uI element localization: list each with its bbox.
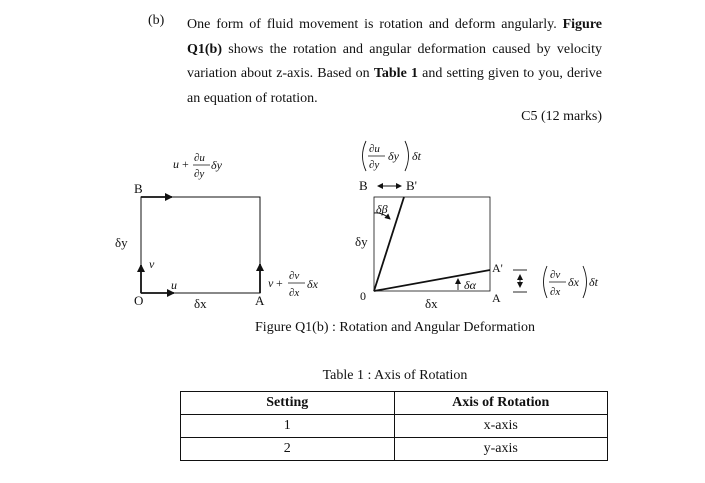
left-diagram [115,152,319,311]
question-part-label: (b) [148,13,165,28]
b-label: B [359,178,368,193]
origin-label: 0 [360,289,366,303]
top-velocity-num: ∂u [194,152,205,164]
fluid-element-rect [141,197,260,293]
right-term-left-paren [544,266,548,298]
v-velocity-label: v [149,257,155,271]
left-bottom-dx: δx [194,296,207,311]
alpha-label: δα [464,278,476,292]
question-text-3: and setting given to you, derive an equation of rotation. [187,66,602,106]
right-velocity-num: ∂v [289,270,300,282]
top-term-dy: δy [388,149,399,163]
right-term-dt: δt [589,275,598,289]
corner-b-label: B [134,181,143,196]
a-prime-label: A' [492,261,503,275]
right-side-dy: δy [355,234,368,249]
top-velocity-den: ∂y [194,168,205,180]
right-term-dx: δx [568,275,579,289]
table-cell-setting: 2 [181,438,395,461]
table-cell-axis: y-axis [394,438,608,461]
top-velocity-tail: δy [211,158,222,172]
table-reference: Table 1 [373,66,418,81]
deformed-element-rect [374,197,490,291]
table-title: Table 1 : Axis of Rotation [322,368,468,383]
table-cell-setting: 1 [181,415,395,438]
top-term-left-paren [363,141,367,171]
axis-of-rotation-table [180,391,608,461]
table-row [181,438,608,461]
left-side-dy: δy [115,235,128,250]
a-label: A [492,291,501,305]
right-velocity-den: ∂x [289,287,300,299]
u-velocity-label: u [171,278,177,292]
question-text-2: shows the rotation and angular deformation caused by velocity variation about z-axis. Based on [187,41,602,81]
question-text-1: One form of fluid movement is rotation and deform angularly. [187,17,557,32]
table-header-row [181,392,608,415]
table-cell-axis: x-axis [394,415,608,438]
figure-caption: Figure Q1(b) : Rotation and Angular Deformation [255,320,535,335]
top-velocity-u: u [173,157,179,171]
top-term-dt: δt [412,149,421,163]
table-row [181,415,608,438]
right-velocity-tail: δx [307,277,318,291]
top-term-num: ∂u [369,143,380,155]
top-velocity-plus: + [182,157,189,171]
right-term-den: ∂x [550,286,561,298]
top-term-right-paren [405,141,409,171]
right-velocity-v: v [268,276,274,290]
right-diagram [355,141,599,311]
table-header-axis: Axis of Rotation [394,392,608,415]
table-header-setting: Setting [181,392,395,415]
marks-label: C5 (12 marks) [521,109,602,124]
corner-a-label: A [255,293,265,308]
beta-label: δβ [376,202,388,216]
right-term-num: ∂v [550,269,561,281]
right-bottom-dx: δx [425,296,438,311]
top-term-den: ∂y [369,159,380,171]
figure-reference: Figure Q1(b) [187,17,602,57]
right-term-right-paren [583,266,587,298]
corner-o-label: O [134,293,144,308]
b-prime-label: B' [406,178,418,193]
right-velocity-plus: + [276,276,283,290]
